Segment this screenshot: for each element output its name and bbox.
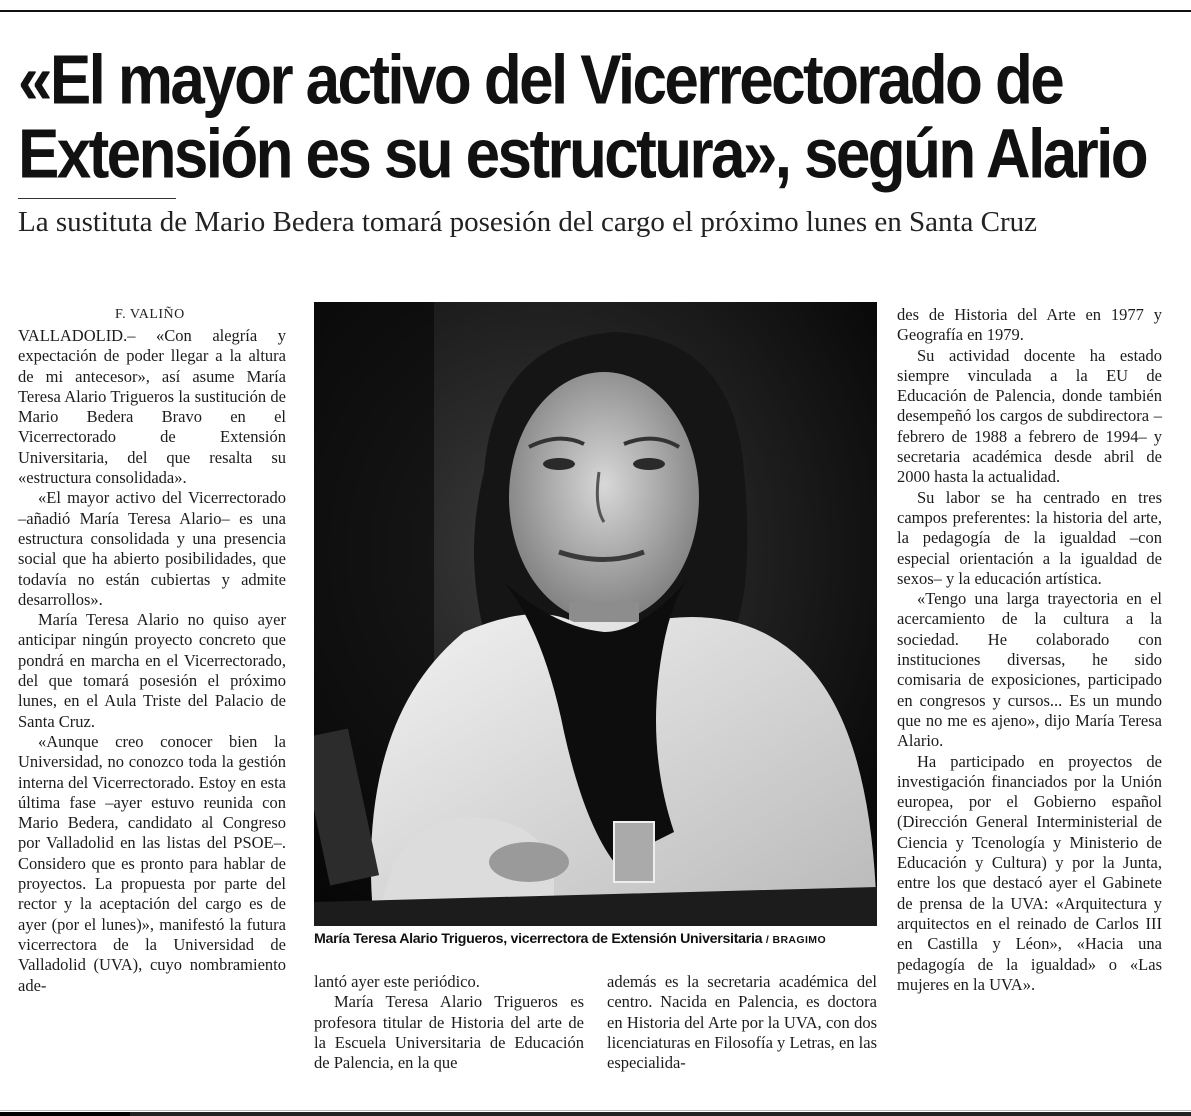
article-column-3: [607, 972, 877, 1073]
photo-caption: [314, 931, 884, 947]
paragraph: María Teresa Alario no quiso ayer anticipar ningún proyecto concreto que pondrá en marcha en el Vicerrectorado, del que tomará posesión el próximo lunes, en el Aula Triste del Palacio de Santa Cruz.: [18, 610, 286, 731]
headline: «El mayor activo del Vicerrectorado de Extensión es su estructura», según Alario: [18, 41, 1147, 193]
deck-divider: [18, 198, 176, 199]
photo-credit: / BRAGIMO: [765, 934, 827, 946]
paragraph: María Teresa Alario Trigueros es profesora titular de Historia del arte de la Escuela Universitaria de Educación de Palencia, en la que: [314, 992, 584, 1073]
top-rule: [0, 10, 1191, 12]
paragraph: lantó ayer este periódico.: [314, 972, 480, 991]
paragraph: «El mayor activo del Vicerrectorado –añadió María Teresa Alario– es una estructura consolidada y una presencia social que ha abierto posibilidades, que todavía no están cubiertas y admite desarrollos».: [18, 488, 286, 609]
paragraph: Su actividad docente ha estado siempre vinculada a la EU de Educación de Palencia, donde también desempeñó los cargos de subdirectora –febrero de 1988 a febrero de 1994– y secretaria académica desde abril de 2000 hasta la actualidad.: [897, 345, 1162, 487]
paragraph: Ha participado en proyectos de investigación financiados por la Unión europea, por el Gobierno español (Dirección General Interministerial de Ciencia y Tcenología y Ministerio de Educación y Cultura) y por la Junta, entre los que destacó ayer el Gabinete de prensa de la UVA: «Arquitectura y arquitectos en el reinado de Carlos III en Castilla y Léon», «Hacia una pedagogía de la igualdad» o «Las mujeres en la UVA».: [897, 751, 1162, 994]
byline: F. VALIÑO: [115, 307, 185, 322]
subheadline: La sustituta de Mario Bedera tomará posesión del cargo el próximo lunes en Santa Cruz: [18, 206, 1038, 238]
caption-text: María Teresa Alario Trigueros, vicerrectora de Extensión Universitaria: [314, 931, 763, 947]
paragraph: VALLADOLID.– «Con alegría y expectación de poder llegar a la altura de mi antecesor», así asume María Teresa Alario Trigueros la sustitución de Mario Bedera Bravo en el Vicerrectorado de Extensión Universitaria, del que resalta su «estructura consolidada».: [18, 326, 286, 488]
article-column-4: [897, 305, 1162, 995]
paragraph: además es la secretaria académica del centro. Nacida en Palencia, es doctora en Historia del Arte por la UVA, con dos licenciaturas en Filosofía y Letras, en las especialida-: [607, 972, 877, 1073]
portrait-photo: [314, 302, 877, 926]
paragraph: «Aunque creo conocer bien la Universidad, no conozco toda la gestión interna del Vicerrectorado. Estoy en esta última fase –ayer estuvo reunida con Mario Bedera, candidato al Congreso por Valladolid en las listas del PSOE–. Considero que es pronto para hablar de proyectos. La propuesta por parte del rector y la aceptación del cargo es de ayer (por el lunes)», manifestó la futura vicerrectora de la Universidad de Valladolid (UVA), cuyo nombramiento ade-: [18, 731, 286, 995]
article-column-2: [314, 972, 584, 1073]
paragraph: Su labor se ha centrado en tres campos preferentes: la historia del arte, la pedagogía de la igualdad –con especial orientación a la igualdad de sexos– y la educación artística.: [897, 487, 1162, 588]
article-column-1: [18, 326, 286, 996]
portrait-illustration: [314, 302, 877, 926]
bottom-rule: [0, 1106, 1191, 1116]
paragraph: «Tengo una larga trayectoria en el acercamiento de la cultura a la sociedad. He colaborado con instituciones diversas, he sido comisaria de exposiciones, participado en congresos y cursos... Es un mundo que no me es ajeno», dijo María Teresa Alario.: [897, 589, 1162, 751]
paragraph: des de Historia del Arte en 1977 y Geografía en 1979.: [897, 305, 1162, 345]
